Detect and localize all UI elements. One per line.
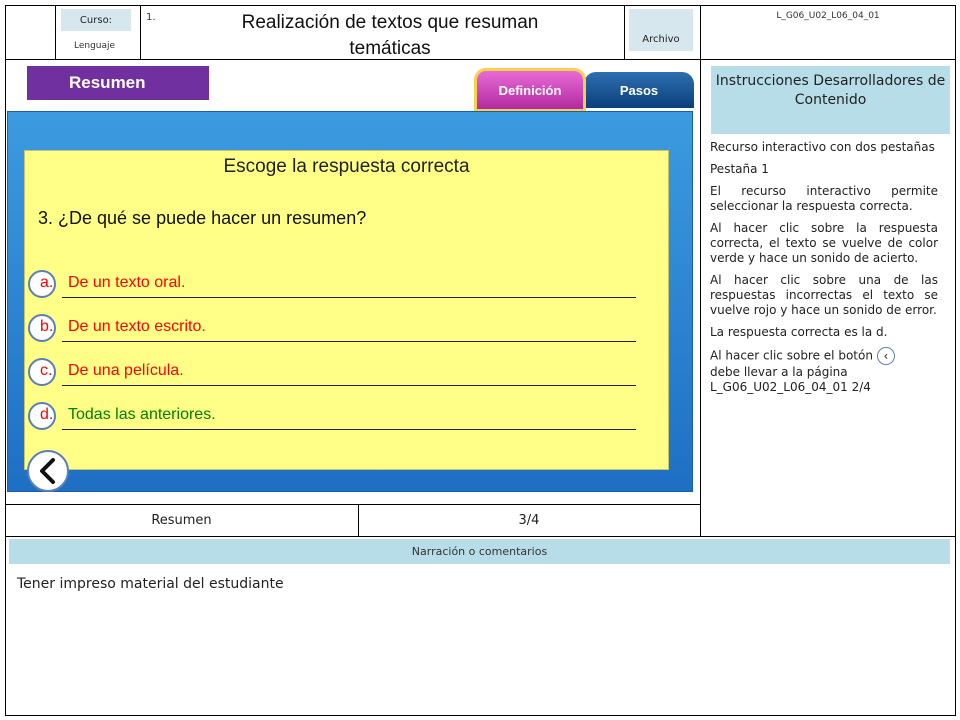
answer-text[interactable]: De una película. <box>68 362 184 379</box>
question-text: 3. ¿De qué se puede hacer un resumen? <box>38 208 367 228</box>
question-heading: Escoge la respuesta correcta <box>223 156 470 177</box>
narration-text: Tener impreso material del estudiante <box>17 576 284 592</box>
answer-underline <box>62 297 636 298</box>
page-title: Realización de textos que resuman temáticas <box>241 12 539 59</box>
instr-p7a: Al hacer clic sobre el botón <box>710 348 873 363</box>
instr-p2: Pestaña 1 <box>710 162 769 176</box>
mini-back-icon: ‹ <box>877 347 895 365</box>
answer-d[interactable] <box>28 402 638 432</box>
instr-p6: La respuesta correcta es la d. <box>710 325 888 339</box>
chevron-left-icon <box>37 458 59 484</box>
tab-pasos[interactable]: Pasos <box>584 72 694 108</box>
instr-p5: Al hacer clic sobre una de las respuestas incorrectas el texto se vuelve rojo y hace un sonido de error. <box>710 273 938 317</box>
answer-letter: b. <box>40 318 54 335</box>
answer-a[interactable] <box>28 270 638 300</box>
answer-letter: d. <box>40 406 54 423</box>
grade-label: 1. <box>146 12 156 23</box>
tab-definicion[interactable]: Definición <box>474 68 586 112</box>
page-counter: 3/4 <box>518 512 540 528</box>
answer-text[interactable]: Todas las anteriores. <box>68 406 216 423</box>
answer-letter: a. <box>40 274 54 291</box>
curso-value: Lenguaje <box>74 41 116 51</box>
answer-letter: c. <box>40 362 53 379</box>
instr-p7 <box>710 347 938 395</box>
answer-text[interactable]: De un texto escrito. <box>68 318 206 335</box>
narration-header: Narración o comentarios <box>9 539 950 564</box>
instr-p3: El recurso interactivo permite seleccionar la respuesta correcta. <box>710 184 938 213</box>
answer-text[interactable]: De un texto oral. <box>68 274 186 291</box>
answer-underline <box>62 429 636 430</box>
section-tag: Resumen <box>27 66 209 100</box>
answer-c[interactable] <box>28 358 638 388</box>
file-code: L_G06_U02_L06_04_01 <box>776 11 880 21</box>
answer-underline <box>62 385 636 386</box>
footer-section: Resumen <box>151 512 212 528</box>
answer-b[interactable] <box>28 314 638 344</box>
instr-p7b: debe llevar a la página L_G06_U02_L06_04_01 2/4 <box>710 365 871 394</box>
archivo-label: Archivo <box>629 9 693 51</box>
back-button[interactable] <box>27 450 69 492</box>
instr-p4: Al hacer clic sobre la respuesta correcta, el texto se vuelve de color verde y hace un sonido de acierto. <box>710 221 938 265</box>
instructions-body <box>710 140 938 402</box>
curso-label: Curso: <box>61 9 131 31</box>
answer-underline <box>62 341 636 342</box>
instr-p1: Recurso interactivo con dos pestañas <box>710 140 935 154</box>
instructions-title: Instrucciones Desarrolladores de Contenido <box>711 66 950 134</box>
